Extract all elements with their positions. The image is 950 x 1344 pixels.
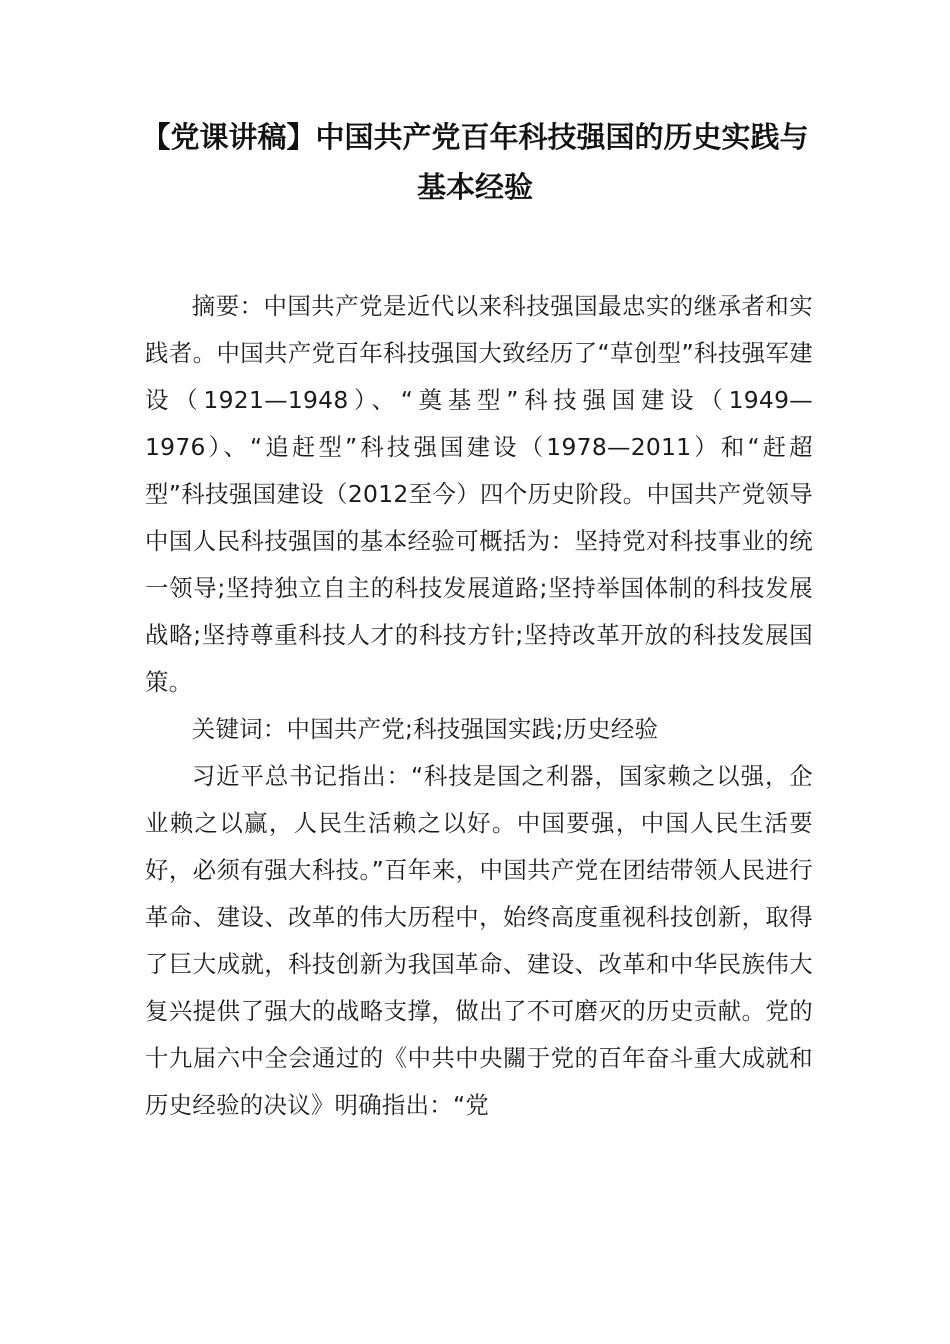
body-paragraph: 习近平总书记指出：“科技是国之利器，国家赖之以强，企业赖之以赢，人民生活赖之以好。中国要强，中国人民生活要好，必须有强大科技。”百年来，中国共产党在团结带领人民进行革命、建设、改革的伟大历程中，始终高度重视科技创新，取得了巨大成就，科技创新为我国革命、建设、改革和中华民族伟大复兴提供了强大的战略支撑，做出了不可磨灭的历史贡献。党的十九届六中全会通过的《中共中央關于党的百年奋斗重大成就和历史经验的决议》明确指出：“党 bbox=[145, 762, 813, 1119]
keywords-paragraph: 关键词：中国共产党;科技强国实践;历史经验 bbox=[191, 715, 659, 743]
abstract-paragraph: 摘要：中国共产党是近代以来科技强国最忠实的继承者和实践者。中国共产党百年科技强国大致经历了“草创型”科技强军建设（1921—1948）、“奠基型”科技强国建设（1949—1976）、“追赶型”科技强国建设（1978—2011）和“赶超型”科技强国建设（2012至今）四个历史阶段。中国共产党领导中国人民科技强国的基本经验可概括为：坚持党对科技事业的统一领导;坚持独立自主的科技发展道路;坚持举国体制的科技发展战略;坚持尊重科技人才的科技方针;坚持改革开放的科技发展国策。 bbox=[145, 292, 813, 696]
document-title: 【党课讲稿】中国共产党百年科技强国的历史实践与基本经验 bbox=[141, 120, 809, 204]
document-body bbox=[145, 283, 813, 1129]
